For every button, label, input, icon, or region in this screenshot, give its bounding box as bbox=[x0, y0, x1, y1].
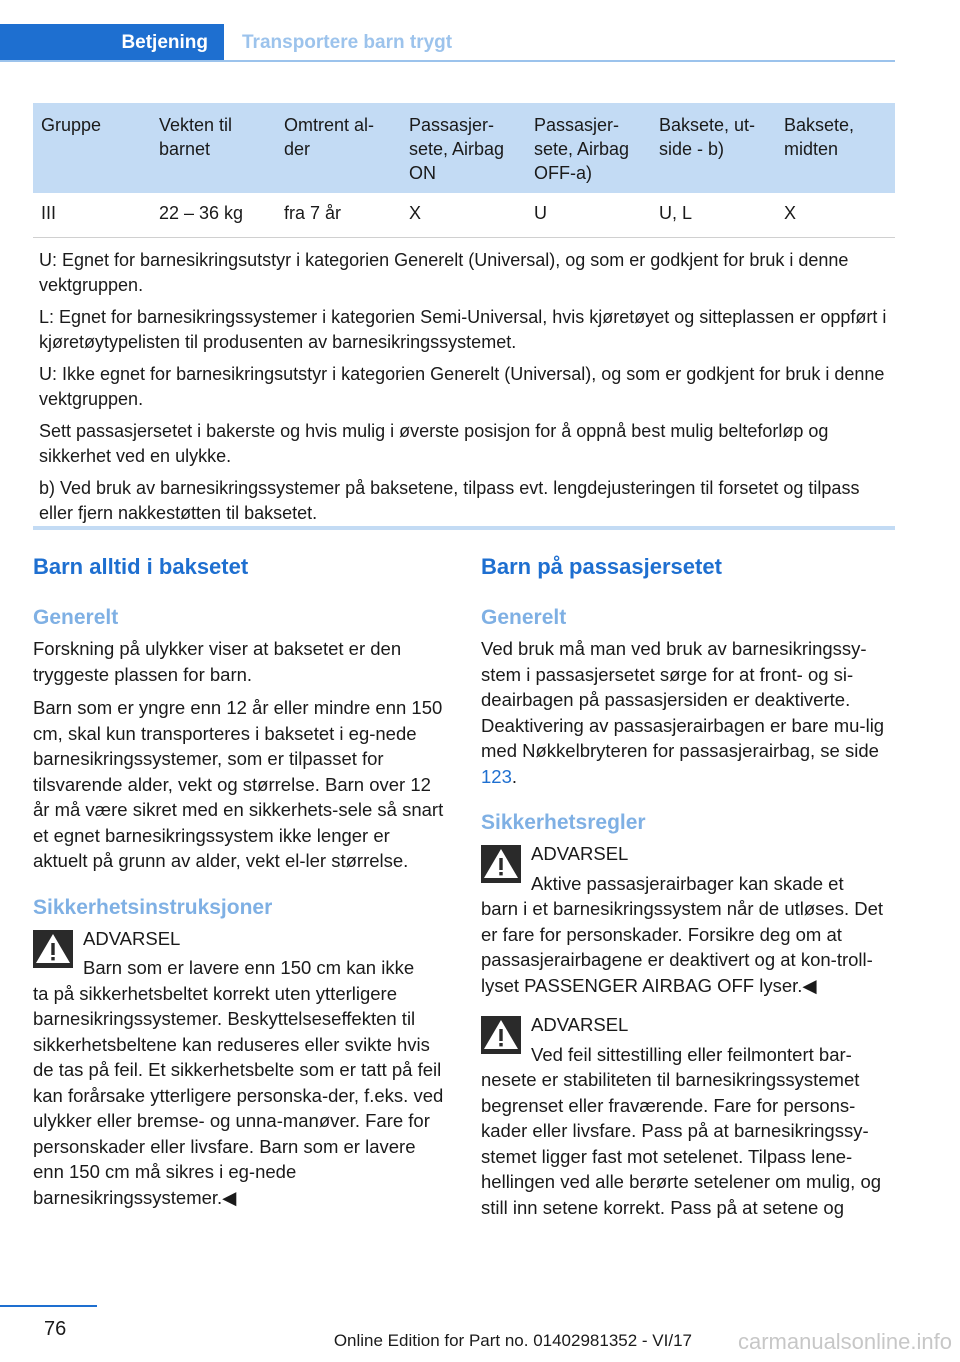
page-number: 76 bbox=[44, 1318, 67, 1340]
warning-first-line: Barn som er lavere enn 150 cm kan ikke bbox=[83, 957, 415, 978]
warning-block bbox=[481, 1012, 896, 1220]
header-tabs bbox=[0, 0, 895, 62]
table-note: L: Egnet for barnesikringssystemer i kategorien Semi-Universal, hvis kjøretøyet og sitteplassen er oppført i kjøretøytypelisten til produsenten av barnesikringssystemet. bbox=[39, 307, 887, 352]
warning-first-line: Aktive passasjerairbager kan skade et bbox=[531, 872, 844, 894]
child-seat-table bbox=[33, 103, 895, 533]
warning-text: nesete er stabiliteten til barnesikringssystemet begrenset eller fraværende. Fare for persons-kader eller livsfare. Pass på at barnesikringssy-stemet ligger fast mot setelenet. Tilpass lene-hellingen ved alle berørte setelener om mulig, og still inn setene korrekt. Pass på at setene og bbox=[481, 1069, 882, 1218]
table-header-cell: Gruppe bbox=[41, 115, 102, 135]
header-divider bbox=[0, 60, 895, 62]
subheading-general: Generelt bbox=[481, 606, 567, 629]
warning-first-line: Ved feil sittestilling eller feilmontert bar- bbox=[531, 1043, 852, 1065]
table-header-row bbox=[33, 103, 895, 193]
tab-betjening[interactable]: Betjening bbox=[0, 24, 224, 62]
section-heading-passenger-seat: Barn på passasjersetet bbox=[481, 554, 722, 579]
paragraph-text: Ved bruk må man ved bruk av barnesikringssy-stem i passasjersetet sørge for at front- og si-deairbagen på passasjersiden er deaktiverte. Deaktivering av passasjerairbagen er bare mu-lig med Nøkkelbryteren for passasjerairbag, se side bbox=[481, 638, 885, 761]
watermark: carmanualsonline.info bbox=[737, 1329, 952, 1354]
warning-block bbox=[481, 841, 896, 998]
table-notes bbox=[33, 238, 895, 525]
edition-note: Online Edition for Part no. 01402981352 - VI/17 bbox=[333, 1331, 692, 1350]
subheading-safety-rules: Sikkerhetsregler bbox=[481, 811, 646, 834]
warning-title: ADVARSEL bbox=[531, 843, 629, 864]
table-note: b) Ved bruk av barnesikringssystemer på baksetene, tilpass evt. lengdejusteringen til forsetet og tilpass eller fjern nakkestøtten til baksetet. bbox=[39, 478, 860, 523]
warning-text: barn i et barnesikringssystem når de utløses. Det er fare for personskader. Forsikre deg om at passasjerairbagene er deaktivert og at kon-troll-lyset PASSENGER AIRBAG OFF lyser.◀ bbox=[481, 898, 884, 996]
table-header-cell: Passasjer-sete, Airbag ON bbox=[409, 115, 505, 183]
table-header-cell: Vekten til barnet bbox=[159, 115, 233, 159]
page-link-123[interactable]: 123 bbox=[481, 765, 512, 787]
warning-triangle-icon bbox=[481, 845, 521, 883]
table-header-cell: Omtrent al-der bbox=[284, 115, 375, 159]
table-cell: X bbox=[409, 203, 422, 223]
warning-block bbox=[33, 926, 448, 1211]
subheading-general: Generelt bbox=[33, 606, 119, 629]
footer-rule bbox=[0, 1305, 97, 1307]
table-cell: X bbox=[784, 203, 797, 223]
table-cell: 22 – 36 kg bbox=[159, 203, 244, 223]
warning-text: ta på sikkerhetsbeltet korrekt uten ytterligere barnesikringssystemer. Beskyttelseseffekten til sikkerhetsbeltene kan reduseres eller svikte hvis de tas på feil. Et sikkerhetsbelte som er tatt på feil kan forårsake ytterligere personska-der, f.eks. ved ulykker eller bremse- og unna-manøver. Fare for personskader eller livsfare. Barn som er lavere enn 150 cm må sikres i eg-nede barnesikringssystemer.◀ bbox=[33, 982, 444, 1208]
paragraph-text-end: . bbox=[511, 765, 518, 787]
subheading-safety-instructions: Sikkerhetsinstruksjoner bbox=[33, 895, 273, 919]
table-row bbox=[33, 193, 895, 238]
table-note: U: Ikke egnet for barnesikringsutstyr i kategorien Generelt (Universal), og som er godkjent for bruk i denne vektgruppen. bbox=[39, 364, 885, 409]
warning-title: ADVARSEL bbox=[531, 1014, 629, 1035]
table-header-cell: Passasjer-sete, Airbag OFF-a) bbox=[534, 115, 630, 183]
table-note: Sett passasjersetet i bakerste og hvis mulig i øverste posisjon for å oppnå best mulig belteforløp og sikkerhet ved en ulykke. bbox=[39, 421, 829, 466]
paragraph bbox=[481, 636, 896, 789]
table-bottom-rule bbox=[33, 526, 895, 530]
right-column bbox=[481, 552, 896, 1234]
table-header-cell: Baksete, midten bbox=[784, 115, 855, 159]
paragraph: Barn som er yngre enn 12 år eller mindre enn 150 cm, skal kun transporteres i baksetet i eg-nede barnesikringssystemer, som er tilpasset for tilsvarende alder, vekt og størrelse. Barn over 12 år må være sikret med en sikkerhets-sele så snart et egnet barnesikringssystem ikke lenger er aktuelt på grunn av alder, vekt el-ler størrelse. bbox=[33, 697, 444, 871]
table-cell: U, L bbox=[659, 203, 693, 223]
table-header-cell: Baksete, ut-side - b) bbox=[659, 115, 756, 159]
tab-transportere-barn-trygt[interactable]: Transportere barn trygt bbox=[242, 32, 453, 53]
warning-triangle-icon bbox=[33, 930, 73, 968]
section-heading-back-seat: Barn alltid i baksetet bbox=[33, 554, 249, 579]
table-cell: U bbox=[534, 203, 547, 223]
left-column bbox=[33, 552, 448, 1224]
table-note: U: Egnet for barnesikringsutstyr i kategorien Generelt (Universal), og som er godkjent for bruk i denne vektgruppen. bbox=[39, 250, 849, 295]
table-cell: fra 7 år bbox=[284, 203, 342, 223]
paragraph: Forskning på ulykker viser at baksetet er den tryggeste plassen for barn. bbox=[33, 638, 402, 685]
warning-title: ADVARSEL bbox=[83, 927, 181, 949]
warning-triangle-icon bbox=[481, 1016, 521, 1054]
table-cell: III bbox=[41, 203, 57, 223]
